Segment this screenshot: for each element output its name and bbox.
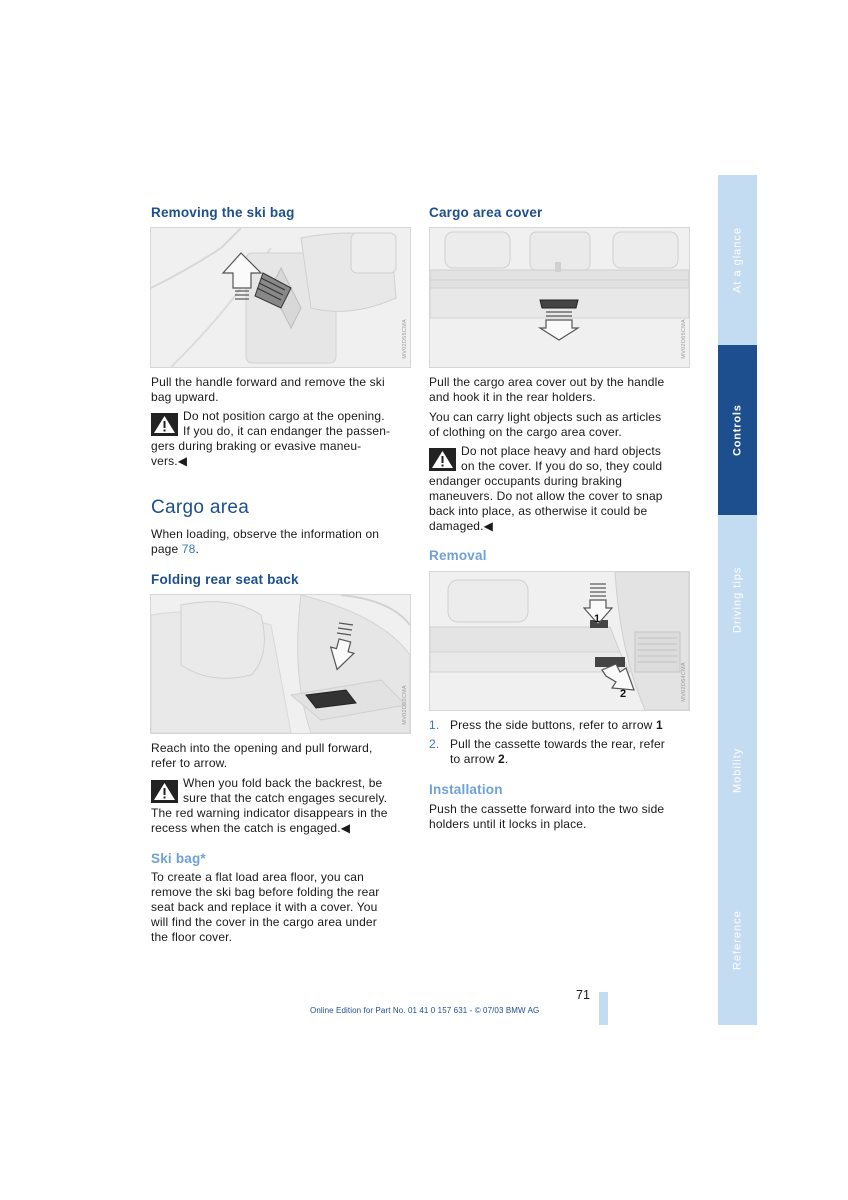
cargo-cover-warning: Do not place heavy and hard objects on the cover. If you do so, they could endanger occupants during braking maneuvers. Do not allow the cover to snap back into place, as otherwise it could be damaged.◀ — [429, 444, 663, 533]
ski-bag-text: To create a flat load area floor, you can remove the ski bag before folding the rear seat back and replace it with a cover. You will find the cover in the cargo area under the floor cover. — [151, 870, 380, 944]
tab-driving-tips[interactable]: Driving tips — [718, 515, 757, 687]
heading-folding-rear-seat: Folding rear seat back — [151, 572, 299, 587]
figure-folding-seat — [150, 594, 411, 734]
tab-controls[interactable]: Controls — [718, 345, 757, 517]
heading-installation: Installation — [429, 782, 503, 797]
figure-code: MV02D65CMA — [681, 319, 687, 359]
heading-ski-bag: Ski bag* — [151, 851, 206, 866]
figure-removal — [429, 571, 690, 711]
folding-seat-illustration — [151, 595, 410, 733]
page-number-bar — [599, 992, 608, 1025]
ski-bag-removal-text: Pull the handle forward and remove the ski bag upward. — [151, 375, 385, 404]
page-link[interactable]: 78 — [181, 542, 196, 556]
removal-steps — [429, 718, 691, 767]
cargo-cover-illustration — [430, 228, 689, 367]
ski-bag-warning: Do not position cargo at the opening. If you do, it can endanger the passen- gers during braking or evasive maneu- vers.◀ — [151, 409, 391, 468]
tab-at-a-glance[interactable]: At a glance — [718, 175, 757, 347]
tab-reference[interactable]: Reference — [718, 855, 757, 1027]
figure-cargo-cover — [429, 227, 690, 368]
figure-code: MV02D52CMA — [402, 685, 408, 725]
heading-removal: Removal — [429, 548, 487, 563]
folding-text: Reach into the opening and pull forward, refer to arrow. — [151, 741, 373, 770]
heading-cargo-area-cover: Cargo area cover — [429, 205, 543, 220]
cargo-cover-text: Pull the cargo area cover out by the handle and hook it in the rear holders. You can carry light objects such as articles of clothing on the cargo area cover. — [429, 375, 665, 439]
callout-1: 1 — [594, 613, 601, 625]
tab-mobility[interactable]: Mobility — [718, 685, 757, 857]
page-number: 71 — [576, 988, 590, 1002]
folding-warning: When you fold back the backrest, be sure that the catch engages securely. The red warning indicator disappears in the recess when the catch is engaged.◀ — [151, 776, 388, 835]
edition-note: Online Edition for Part No. 01 41 0 157 631 - © 07/03 BMW AG — [310, 1006, 540, 1015]
step-1: 1. Press the side buttons, refer to arrow 1 — [429, 718, 663, 732]
step-2: 2. Pull the cassette towards the rear, refer to arrow 2. — [429, 737, 665, 766]
ski-bag-illustration — [151, 228, 410, 367]
heading-cargo-area: Cargo area — [151, 497, 250, 518]
figure-code: MV02D64CMA — [681, 662, 687, 702]
cargo-area-text: When loading, observe the information on page 78. — [151, 527, 380, 556]
callout-2: 2 — [620, 688, 627, 700]
installation-text: Push the cassette forward into the two side holders until it locks in place. — [429, 802, 665, 831]
figure-code: MV02D55CMA — [402, 319, 408, 359]
figure-ski-bag-removal — [150, 227, 411, 368]
removal-illustration — [430, 572, 689, 710]
heading-removing-ski-bag: Removing the ski bag — [151, 205, 295, 220]
